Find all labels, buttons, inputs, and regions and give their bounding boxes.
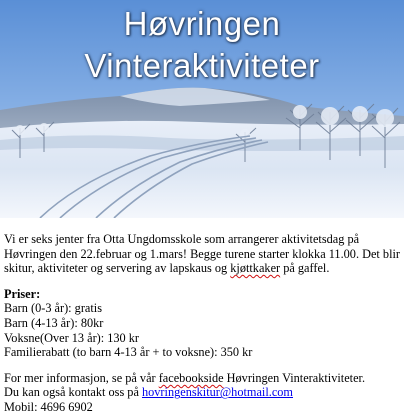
poster-title-line-2: Vinteraktiviteter <box>84 47 320 84</box>
contact-email-prefix: Du kan også kontakt oss på <box>4 385 142 400</box>
prices-heading: Priser: <box>4 286 41 301</box>
price-item: Familierabatt (to barn 4-13 år + to voksne): 350 kr <box>4 345 253 360</box>
contact-text: For mer informasjon, se på vår <box>4 370 159 385</box>
price-item: Barn (4-13 år): 80kr <box>4 315 104 330</box>
email-link[interactable]: hovringenskitur@hotmail.com <box>141 385 293 400</box>
poster-body <box>4 232 402 415</box>
contact-text-suffix: Høvringen Vinteraktiviteter. <box>223 370 366 385</box>
intro-text-2: på gaffel. <box>280 261 330 276</box>
contact-mobile: Mobil: 4696 6902 <box>4 399 93 414</box>
contact-email-line <box>4 385 402 400</box>
intro-paragraph <box>4 232 402 276</box>
intro-spellcheck-word: kjøttkaker <box>230 261 281 276</box>
price-item: Voksne(Over 13 år): 130 kr <box>4 330 140 345</box>
contact-info-line <box>4 371 402 386</box>
facebook-word: facebookside <box>158 370 224 385</box>
price-item: Barn (0-3 år): gratis <box>4 301 102 316</box>
poster-title-line-1: Høvringen <box>123 5 281 42</box>
intro-text-1: Vi er seks jenter fra Otta Ungdomsskole som arrangerer aktivitetsdag på Høvringen den 22.februar og 1.mars! Begge turene starter klokka 11.00. Det blir skitur, aktiviteter og servering av lapskaus og <box>4 232 400 276</box>
